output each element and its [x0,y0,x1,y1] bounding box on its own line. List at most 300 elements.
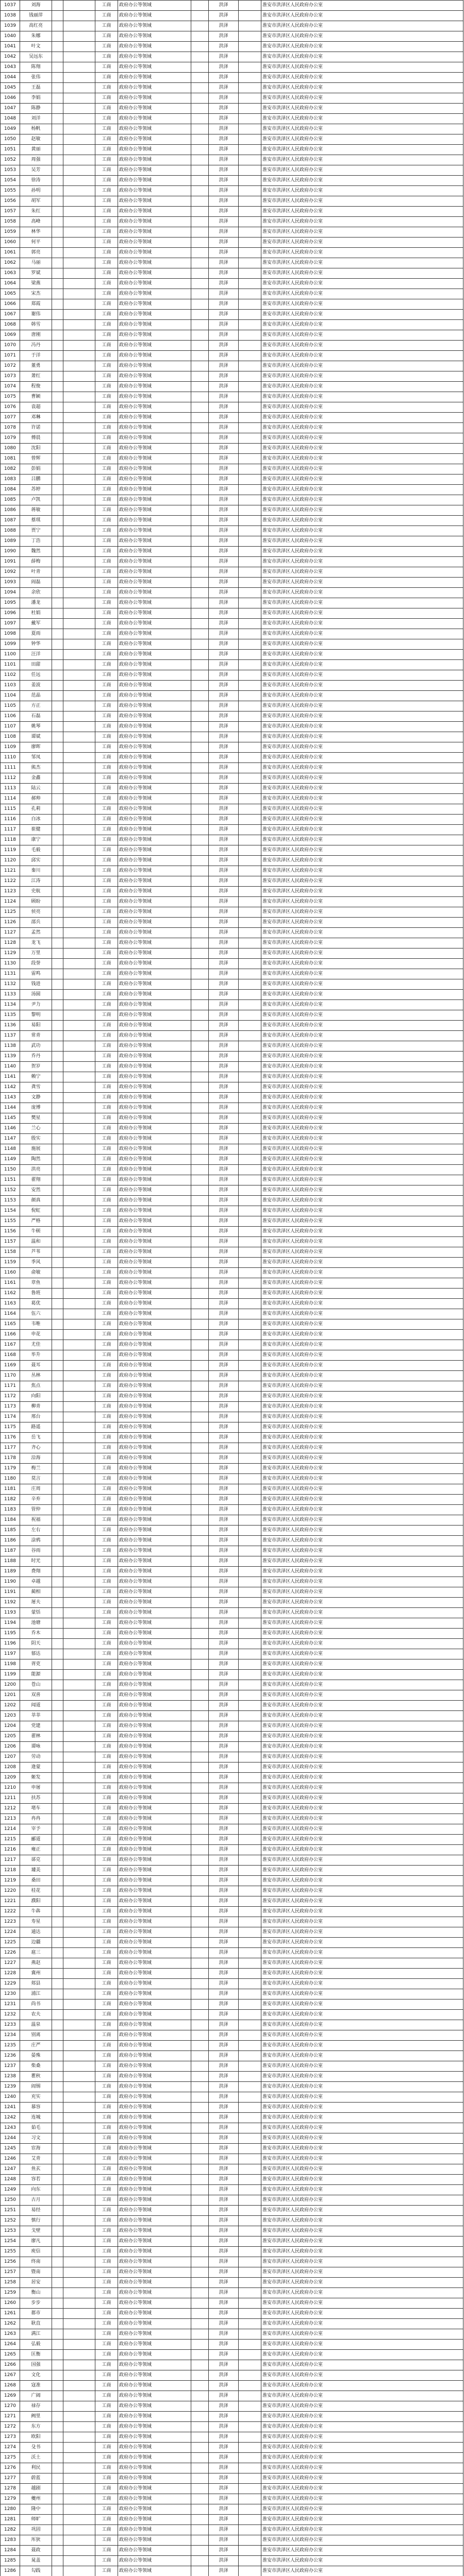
name-cell: 蒋敏 [20,505,52,516]
district-cell: 洪泽 [209,248,239,258]
district-cell: 洪泽 [209,2504,239,2515]
index-cell: 1091 [1,557,20,567]
name-cell: 姜波 [20,681,52,691]
gender-cell [52,1773,63,1783]
name-cell: 国强 [20,2360,52,2370]
level-cell [191,1474,209,1484]
category-cell: 工商 [95,268,118,279]
index-cell: 1163 [1,1299,20,1309]
index-cell: 1207 [1,1752,20,1762]
field-cell: 政府办公等领域 [118,1371,191,1381]
id-number-cell [63,1000,95,1010]
index-cell: 1165 [1,1319,20,1330]
gender-cell [52,1247,63,1258]
gender-cell [52,124,63,134]
organization-cell: 淮安市洪泽区人民政府办公室 [261,660,463,670]
field-cell: 政府办公等领域 [118,938,191,948]
level-cell [191,1402,209,1412]
table-row [1,1979,463,1989]
category-cell: 工商 [95,1,118,11]
table-row [1,1989,463,1999]
district-cell: 洪泽 [209,495,239,505]
table-row [1,1402,463,1412]
index-cell: 1178 [1,1453,20,1464]
level-cell [191,114,209,124]
id-number-cell [63,320,95,330]
field-cell: 政府办公等领域 [118,1124,191,1134]
table-row [1,444,463,454]
level-cell [191,341,209,351]
table-row [1,1247,463,1258]
index-cell: 1173 [1,1402,20,1412]
id-number-cell [63,1216,95,1227]
category-cell: 工商 [95,402,118,413]
table-row [1,1021,463,1031]
name-cell: 居安 [20,2278,52,2288]
district-cell: 洪泽 [209,2515,239,2525]
level-cell [191,464,209,474]
field-cell: 政府办公等领域 [118,2133,191,2144]
status-cell [239,1258,261,1268]
level-cell [191,2061,209,2072]
organization-cell: 淮安市洪泽区人民政府办公室 [261,1237,463,1247]
level-cell [191,495,209,505]
index-cell: 1231 [1,1999,20,2010]
level-cell [191,2432,209,2443]
index-cell: 1056 [1,196,20,207]
status-cell [239,1371,261,1381]
gender-cell [52,21,63,31]
organization-cell: 淮安市洪泽区人民政府办公室 [261,1659,463,1670]
gender-cell [52,773,63,784]
level-cell [191,1124,209,1134]
organization-cell: 淮安市洪泽区人民政府办公室 [261,835,463,845]
level-cell [191,1989,209,1999]
category-cell: 工商 [95,2535,118,2546]
index-cell: 1254 [1,2236,20,2247]
organization-cell: 淮安市洪泽区人民政府办公室 [261,1175,463,1185]
id-number-cell [63,1237,95,1247]
organization-cell: 淮安市洪泽区人民政府办公室 [261,2494,463,2504]
category-cell: 工商 [95,464,118,474]
category-cell: 工商 [95,2123,118,2133]
organization-cell: 淮安市洪泽区人民政府办公室 [261,763,463,773]
gender-cell [52,145,63,155]
gender-cell [52,1402,63,1412]
category-cell: 工商 [95,722,118,732]
id-number-cell [63,2041,95,2051]
name-cell: 农夫 [20,2010,52,2020]
name-cell: 苏婷 [20,485,52,495]
field-cell: 政府办公等领域 [118,1103,191,1113]
status-cell [239,1340,261,1350]
field-cell: 政府办公等领域 [118,330,191,341]
id-number-cell [63,2401,95,2412]
level-cell [191,567,209,578]
table-row [1,1144,463,1155]
name-cell: 习文 [20,2133,52,2144]
level-cell [191,979,209,990]
level-cell [191,876,209,887]
name-cell: 兰心 [20,1124,52,1134]
id-number-cell [63,464,95,474]
gender-cell [52,1350,63,1361]
name-cell: 向东 [20,2185,52,2195]
field-cell: 政府办公等领域 [118,1340,191,1350]
id-number-cell [63,619,95,629]
gender-cell [52,1793,63,1804]
level-cell [191,1010,209,1021]
id-number-cell [63,1577,95,1587]
district-cell: 洪泽 [209,186,239,196]
category-cell: 工商 [95,2164,118,2175]
id-number-cell [63,402,95,413]
index-cell: 1137 [1,1031,20,1041]
district-cell: 洪泽 [209,2278,239,2288]
level-cell [191,1268,209,1278]
gender-cell [52,2525,63,2535]
index-cell: 1192 [1,1598,20,1608]
status-cell [239,979,261,990]
level-cell [191,207,209,217]
name-cell: 宦海 [20,2144,52,2154]
district-cell: 洪泽 [209,825,239,835]
field-cell: 政府办公等领域 [118,341,191,351]
organization-cell: 淮安市洪泽区人民政府办公室 [261,2298,463,2309]
district-cell: 洪泽 [209,2195,239,2206]
index-cell: 1094 [1,588,20,598]
id-number-cell [63,2494,95,2504]
gender-cell [52,1845,63,1855]
index-cell: 1167 [1,1340,20,1350]
organization-cell: 淮安市洪泽区人民政府办公室 [261,1041,463,1052]
table-row [1,1917,463,1927]
district-cell: 洪泽 [209,330,239,341]
name-cell: 丁浩 [20,536,52,547]
district-cell: 洪泽 [209,1247,239,1258]
name-cell: 殳书 [20,2443,52,2453]
field-cell: 政府办公等领域 [118,2329,191,2340]
organization-cell: 淮安市洪泽区人民政府办公室 [261,2082,463,2092]
organization-cell: 淮安市洪泽区人民政府办公室 [261,691,463,701]
table-row [1,1443,463,1453]
field-cell: 政府办公等领域 [118,2226,191,2236]
district-cell: 洪泽 [209,1999,239,2010]
district-cell: 洪泽 [209,1577,239,1587]
category-cell: 工商 [95,1958,118,1969]
status-cell [239,2030,261,2041]
gender-cell [52,485,63,495]
gender-cell [52,516,63,526]
district-cell: 洪泽 [209,1659,239,1670]
name-cell: 顾盼 [20,897,52,907]
gender-cell [52,2206,63,2216]
district-cell: 洪泽 [209,2010,239,2020]
level-cell [191,2123,209,2133]
category-cell: 工商 [95,516,118,526]
status-cell [239,650,261,660]
table-row [1,1227,463,1237]
status-cell [239,948,261,959]
field-cell: 政府办公等领域 [118,608,191,619]
level-cell [191,42,209,52]
name-cell: 莘莘 [20,1711,52,1721]
name-cell: 宋杰 [20,289,52,299]
organization-cell: 淮安市洪泽区人民政府办公室 [261,464,463,474]
index-cell: 1084 [1,485,20,495]
category-cell: 工商 [95,155,118,165]
category-cell: 工商 [95,1866,118,1876]
index-cell: 1077 [1,413,20,423]
id-number-cell [63,1134,95,1144]
level-cell [191,578,209,588]
index-cell: 1073 [1,371,20,382]
category-cell: 工商 [95,42,118,52]
table-row [1,784,463,794]
name-cell: 谭咏 [20,1742,52,1752]
status-cell [239,1350,261,1361]
category-cell: 工商 [95,1577,118,1587]
field-cell: 政府办公等领域 [118,2443,191,2453]
level-cell [191,73,209,83]
index-cell: 1131 [1,969,20,979]
level-cell [191,825,209,835]
status-cell [239,722,261,732]
field-cell: 政府办公等领域 [118,1041,191,1052]
id-number-cell [63,2453,95,2463]
status-cell [239,1670,261,1680]
status-cell [239,1567,261,1577]
organization-cell: 淮安市洪泽区人民政府办公室 [261,619,463,629]
gender-cell [52,763,63,773]
status-cell [239,2443,261,2453]
organization-cell: 淮安市洪泽区人民政府办公室 [261,320,463,330]
name-cell: 唐刚 [20,330,52,341]
organization-cell: 淮安市洪泽区人民政府办公室 [261,42,463,52]
category-cell: 工商 [95,2463,118,2473]
status-cell [239,1185,261,1196]
category-cell: 工商 [95,2298,118,2309]
status-cell [239,2298,261,2309]
name-cell: 寇准 [20,2381,52,2391]
name-cell: 苍山 [20,1680,52,1690]
name-cell: 郑霞 [20,299,52,310]
status-cell [239,2247,261,2257]
name-cell: 师旷 [20,2515,52,2525]
table-row [1,2103,463,2113]
category-cell: 工商 [95,52,118,62]
index-cell: 1161 [1,1278,20,1289]
category-cell: 工商 [95,1103,118,1113]
table-row [1,588,463,598]
organization-cell: 淮安市洪泽区人民政府办公室 [261,1907,463,1917]
organization-cell: 淮安市洪泽区人民政府办公室 [261,382,463,392]
district-cell: 洪泽 [209,815,239,825]
table-row [1,1319,463,1330]
organization-cell: 淮安市洪泽区人民政府办公室 [261,711,463,722]
table-row [1,2412,463,2422]
gender-cell [52,866,63,876]
level-cell [191,588,209,598]
district-cell: 洪泽 [209,1464,239,1474]
index-cell: 1153 [1,1196,20,1206]
status-cell [239,485,261,495]
status-cell [239,2092,261,2103]
level-cell [191,258,209,268]
id-number-cell [63,2309,95,2319]
index-cell: 1134 [1,1000,20,1010]
gender-cell [52,2473,63,2484]
gender-cell [52,629,63,639]
index-cell: 1087 [1,516,20,526]
field-cell: 政府办公等领域 [118,1618,191,1629]
district-cell: 洪泽 [209,1371,239,1381]
field-cell: 政府办公等领域 [118,2288,191,2298]
id-number-cell [63,2422,95,2432]
id-number-cell [63,1124,95,1134]
field-cell: 政府办公等领域 [118,598,191,608]
organization-cell: 淮安市洪泽区人民政府办公室 [261,2340,463,2350]
gender-cell [52,104,63,114]
field-cell: 政府办公等领域 [118,1927,191,1938]
status-cell [239,2546,261,2556]
level-cell [191,1639,209,1649]
level-cell [191,330,209,341]
index-cell: 1111 [1,763,20,773]
field-cell: 政府办公等领域 [118,1031,191,1041]
field-cell: 政府办公等领域 [118,979,191,990]
level-cell [191,2556,209,2566]
level-cell [191,1845,209,1855]
table-row [1,2072,463,2082]
id-number-cell [63,1711,95,1721]
gender-cell [52,2566,63,2576]
gender-cell [52,711,63,722]
gender-cell [52,918,63,928]
gender-cell [52,567,63,578]
name-cell: 郦道 [20,1835,52,1845]
id-number-cell [63,1917,95,1927]
index-cell: 1043 [1,62,20,73]
index-cell: 1122 [1,876,20,887]
name-cell: 衡山 [20,2288,52,2298]
status-cell [239,608,261,619]
index-cell: 1110 [1,753,20,763]
id-number-cell [63,31,95,42]
organization-cell: 淮安市洪泽区人民政府办公室 [261,516,463,526]
index-cell: 1040 [1,31,20,42]
id-number-cell [63,1433,95,1443]
gender-cell [52,248,63,258]
index-cell: 1143 [1,1093,20,1103]
status-cell [239,1072,261,1082]
gender-cell [52,1958,63,1969]
status-cell [239,1464,261,1474]
level-cell [191,1165,209,1175]
organization-cell: 淮安市洪泽区人民政府办公室 [261,2195,463,2206]
field-cell: 政府办公等领域 [118,1793,191,1804]
level-cell [191,691,209,701]
index-cell: 1282 [1,2525,20,2535]
name-cell: 易阳 [20,1021,52,1031]
status-cell [239,2175,261,2185]
index-cell: 1272 [1,2422,20,2432]
name-cell: 容若 [20,2175,52,2185]
name-cell: 郁达 [20,1649,52,1659]
id-number-cell [63,1526,95,1536]
gender-cell [52,1670,63,1680]
id-number-cell [63,134,95,145]
table-row [1,629,463,639]
field-cell: 政府办公等领域 [118,2278,191,2288]
status-cell [239,2473,261,2484]
field-cell: 政府办公等领域 [118,2030,191,2041]
level-cell [191,2515,209,2525]
organization-cell: 淮安市洪泽区人民政府办公室 [261,1433,463,1443]
index-cell: 1115 [1,804,20,815]
id-number-cell [63,1371,95,1381]
table-row [1,1165,463,1175]
gender-cell [52,1000,63,1010]
table-row [1,2113,463,2123]
category-cell: 工商 [95,1824,118,1835]
district-cell: 洪泽 [209,31,239,42]
organization-cell: 淮安市洪泽区人民政府办公室 [261,176,463,186]
category-cell: 工商 [95,588,118,598]
organization-cell: 淮安市洪泽区人民政府办公室 [261,1144,463,1155]
level-cell [191,2566,209,2576]
field-cell: 政府办公等领域 [118,897,191,907]
status-cell [239,1392,261,1402]
level-cell [191,371,209,382]
gender-cell [52,681,63,691]
table-row [1,1412,463,1422]
gender-cell [52,588,63,598]
category-cell: 工商 [95,1886,118,1896]
status-cell [239,1979,261,1989]
table-row [1,1330,463,1340]
id-number-cell [63,207,95,217]
category-cell: 工商 [95,990,118,1000]
field-cell: 政府办公等领域 [118,753,191,763]
field-cell: 政府办公等领域 [118,794,191,804]
status-cell [239,2453,261,2463]
field-cell: 政府办公等领域 [118,1299,191,1309]
index-cell: 1133 [1,990,20,1000]
organization-cell: 淮安市洪泽区人民政府办公室 [261,2247,463,2257]
status-cell [239,959,261,969]
category-cell: 工商 [95,2329,118,2340]
status-cell [239,310,261,320]
gender-cell [52,1629,63,1639]
table-row [1,1762,463,1773]
status-cell [239,124,261,134]
category-cell: 工商 [95,2267,118,2278]
gender-cell [52,1361,63,1371]
organization-cell: 淮安市洪泽区人民政府办公室 [261,979,463,990]
category-cell: 工商 [95,2236,118,2247]
organization-cell: 淮安市洪泽区人民政府办公室 [261,2226,463,2236]
index-cell: 1285 [1,2556,20,2566]
category-cell: 工商 [95,1783,118,1793]
district-cell: 洪泽 [209,2020,239,2030]
organization-cell: 淮安市洪泽区人民政府办公室 [261,2463,463,2473]
district-cell: 洪泽 [209,505,239,516]
table-row [1,1649,463,1659]
district-cell: 洪泽 [209,2329,239,2340]
gender-cell [52,1031,63,1041]
table-row [1,2350,463,2360]
